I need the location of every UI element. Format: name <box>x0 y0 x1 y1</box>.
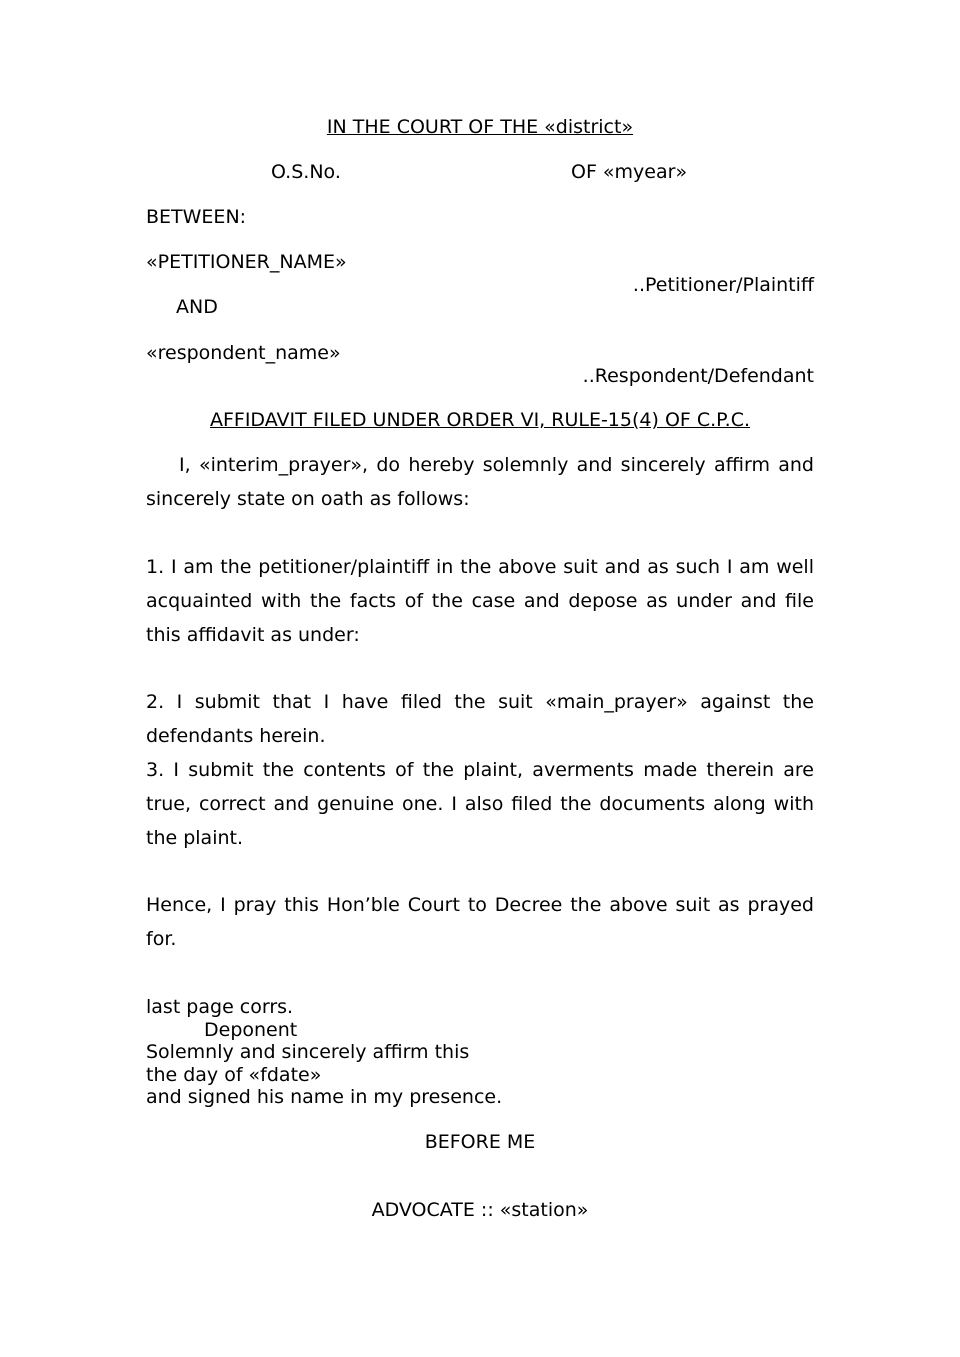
day-line: the day of «fdate» <box>146 1064 322 1086</box>
between-label: BETWEEN: <box>146 206 247 228</box>
petitioner-role: ..Petitioner/Plaintiff <box>632 274 814 296</box>
signed-line: and signed his name in my presence. <box>146 1086 503 1108</box>
intro-paragraph: I, «interim_prayer», do hereby solemnly and sincerely affirm and sincerely state on oath as follows: <box>146 454 814 510</box>
affidavit-title: AFFIDAVIT FILED UNDER ORDER VI, RULE-15(4) OF C.P.C. <box>209 409 751 431</box>
and-label: AND <box>176 296 218 318</box>
paragraph-3: 3. I submit the contents of the plaint, averments made therein are true, correct and genuine one. I also filed the documents along with the plaint. <box>146 759 814 849</box>
court-title: IN THE COURT OF THE «district» <box>326 116 634 138</box>
deponent-label: Deponent <box>204 1019 298 1041</box>
prayer-paragraph: Hence, I pray this Hon’ble Court to Decree the above suit as prayed for. <box>146 894 814 950</box>
paragraph-1: 1. I am the petitioner/plaintiff in the above suit and as such I am well acquainted with the facts of the case and depose as under and file this affidavit as under: <box>146 556 814 646</box>
petitioner-name: «PETITIONER_NAME» <box>146 251 347 273</box>
os-number: O.S.No. <box>271 161 341 183</box>
respondent-role: ..Respondent/Defendant <box>582 365 814 387</box>
of-year: OF «myear» <box>571 161 688 183</box>
paragraph-2: 2. I submit that I have filed the suit «main_prayer» against the defendants herein. <box>146 691 814 747</box>
advocate-line: ADVOCATE :: «station» <box>371 1199 589 1221</box>
before-me: BEFORE ME <box>424 1131 536 1153</box>
affirm-line: Solemnly and sincerely affirm this <box>146 1041 470 1063</box>
last-page-note: last page corrs. <box>146 996 294 1018</box>
respondent-name: «respondent_name» <box>146 342 341 364</box>
